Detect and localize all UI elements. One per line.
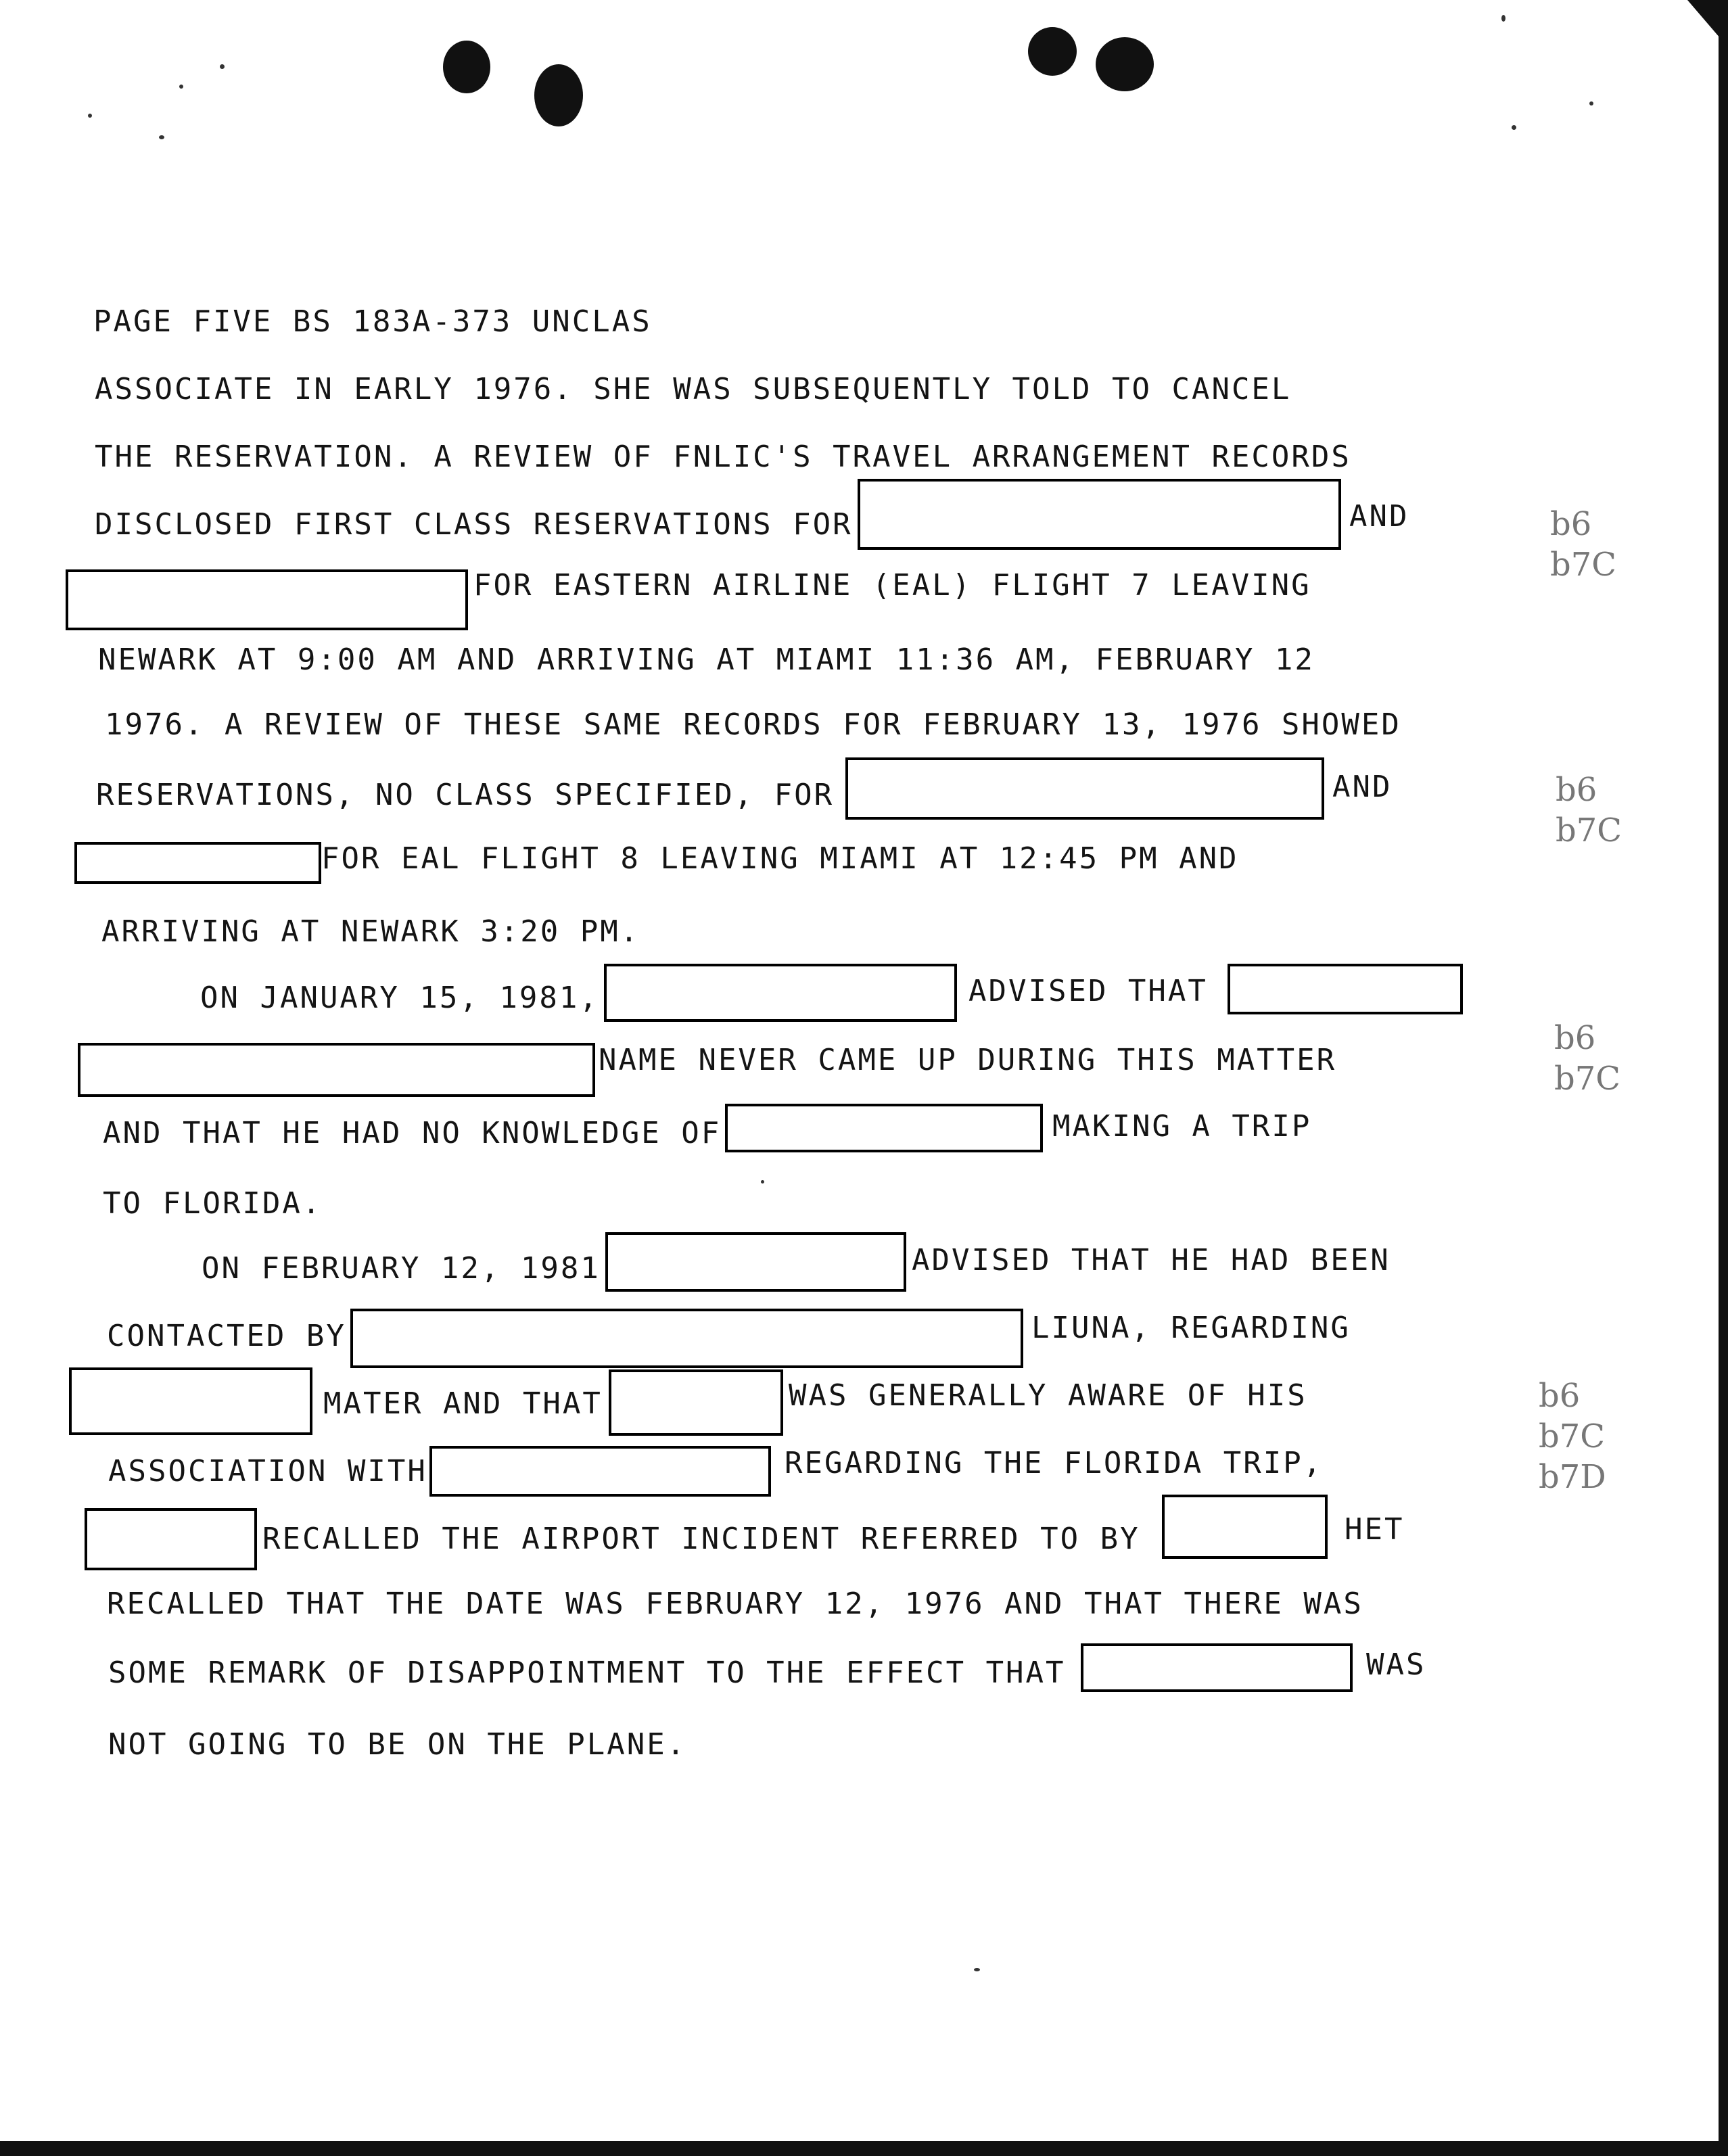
body-line: ARRIVING AT NEWARK 3:20 PM. <box>101 914 640 949</box>
body-line: AND <box>1349 499 1409 534</box>
scan-speck <box>974 1968 980 1971</box>
scan-speck <box>179 85 183 89</box>
body-line: WAS GENERALLY AWARE OF HIS <box>789 1378 1307 1413</box>
scan-edge-right <box>1719 0 1728 2156</box>
punch-hole-2 <box>534 64 583 126</box>
redaction-box <box>69 1367 312 1435</box>
redaction-box <box>604 964 957 1022</box>
body-line: ON JANUARY 15, 1981, <box>200 981 599 1015</box>
body-line: MATER AND THAT <box>323 1386 603 1421</box>
exemption-code: b7C <box>1539 1417 1605 1455</box>
redaction-box <box>85 1508 257 1570</box>
exemption-code: b6 <box>1539 1377 1581 1415</box>
body-line: DISCLOSED FIRST CLASS RESERVATIONS FOR <box>95 507 853 542</box>
redaction-box <box>429 1446 771 1497</box>
redaction-box <box>78 1043 595 1097</box>
redaction-box <box>1228 964 1463 1014</box>
body-line: HET <box>1345 1512 1405 1547</box>
exemption-code: b7C <box>1556 812 1622 849</box>
body-line: AND THAT HE HAD NO KNOWLEDGE OF <box>103 1116 722 1150</box>
exemption-code: b7D <box>1539 1458 1606 1496</box>
body-line: NEWARK AT 9:00 AM AND ARRIVING AT MIAMI 11:36 AM, FEBRUARY 12 <box>98 642 1315 677</box>
punch-hole-4 <box>1096 37 1154 91</box>
redaction-box <box>845 757 1324 820</box>
body-line: ADVISED THAT HE HAD BEEN <box>912 1243 1391 1278</box>
redaction-box <box>350 1309 1023 1368</box>
scan-edge-bottom <box>0 2141 1728 2156</box>
body-line: NOT GOING TO BE ON THE PLANE. <box>108 1727 687 1762</box>
punch-hole-1 <box>443 41 490 93</box>
body-line: CONTACTED BY <box>107 1319 346 1353</box>
page-header: PAGE FIVE BS 183A-373 UNCLAS <box>93 304 652 339</box>
body-line: SOME REMARK OF DISAPPOINTMENT TO THE EFFECT THAT <box>108 1656 1066 1690</box>
scan-speck <box>1501 15 1505 22</box>
body-line: WAS <box>1366 1647 1426 1682</box>
exemption-code: b6 <box>1550 505 1592 543</box>
redaction-box <box>858 479 1341 550</box>
redaction-box <box>1162 1495 1328 1559</box>
scan-speck <box>1589 101 1593 106</box>
redaction-box <box>725 1104 1043 1152</box>
body-line: RESERVATIONS, NO CLASS SPECIFIED, FOR <box>96 778 835 812</box>
body-line: 1976. A REVIEW OF THESE SAME RECORDS FOR FEBRUARY 13, 1976 SHOWED <box>105 707 1401 742</box>
body-line: FOR EAL FLIGHT 8 LEAVING MIAMI AT 12:45 PM AND <box>321 841 1239 876</box>
scan-speck <box>1512 125 1516 130</box>
punch-hole-3 <box>1028 27 1077 76</box>
body-line: ADVISED THAT <box>968 974 1208 1008</box>
scan-speck <box>88 114 92 118</box>
scan-corner <box>1687 0 1728 47</box>
body-line: RECALLED THAT THE DATE WAS FEBRUARY 12, 1976 AND THAT THERE WAS <box>107 1587 1363 1621</box>
redaction-box <box>609 1369 783 1436</box>
exemption-code: b7C <box>1554 1060 1620 1098</box>
redaction-box <box>605 1232 906 1292</box>
scan-speck <box>159 135 164 139</box>
body-line: RECALLED THE AIRPORT INCIDENT REFERRED TO BY <box>262 1522 1140 1556</box>
body-line: REGARDING THE FLORIDA TRIP, <box>785 1446 1324 1480</box>
scan-speck <box>761 1180 764 1184</box>
redaction-box <box>74 842 321 884</box>
body-line: THE RESERVATION. A REVIEW OF FNLIC'S TRAVEL ARRANGEMENT RECORDS <box>95 440 1351 474</box>
body-line: MAKING A TRIP <box>1052 1109 1312 1144</box>
body-line: ON FEBRUARY 12, 1981 <box>202 1251 601 1286</box>
exemption-code: b7C <box>1550 546 1616 584</box>
body-line: AND <box>1332 770 1393 804</box>
redaction-box <box>66 569 468 630</box>
body-line: ASSOCIATE IN EARLY 1976. SHE WAS SUBSEQUENTLY TOLD TO CANCEL <box>95 372 1292 406</box>
body-line: ASSOCIATION WITH <box>108 1454 427 1489</box>
body-line: NAME NEVER CAME UP DURING THIS MATTER <box>599 1043 1337 1077</box>
exemption-code: b6 <box>1554 1019 1596 1057</box>
scan-speck <box>220 64 225 69</box>
body-line: FOR EASTERN AIRLINE (EAL) FLIGHT 7 LEAVING <box>473 568 1311 603</box>
body-line: TO FLORIDA. <box>103 1186 323 1221</box>
redaction-box <box>1081 1643 1353 1692</box>
body-line: LIUNA, REGARDING <box>1031 1311 1351 1345</box>
exemption-code: b6 <box>1556 771 1597 809</box>
